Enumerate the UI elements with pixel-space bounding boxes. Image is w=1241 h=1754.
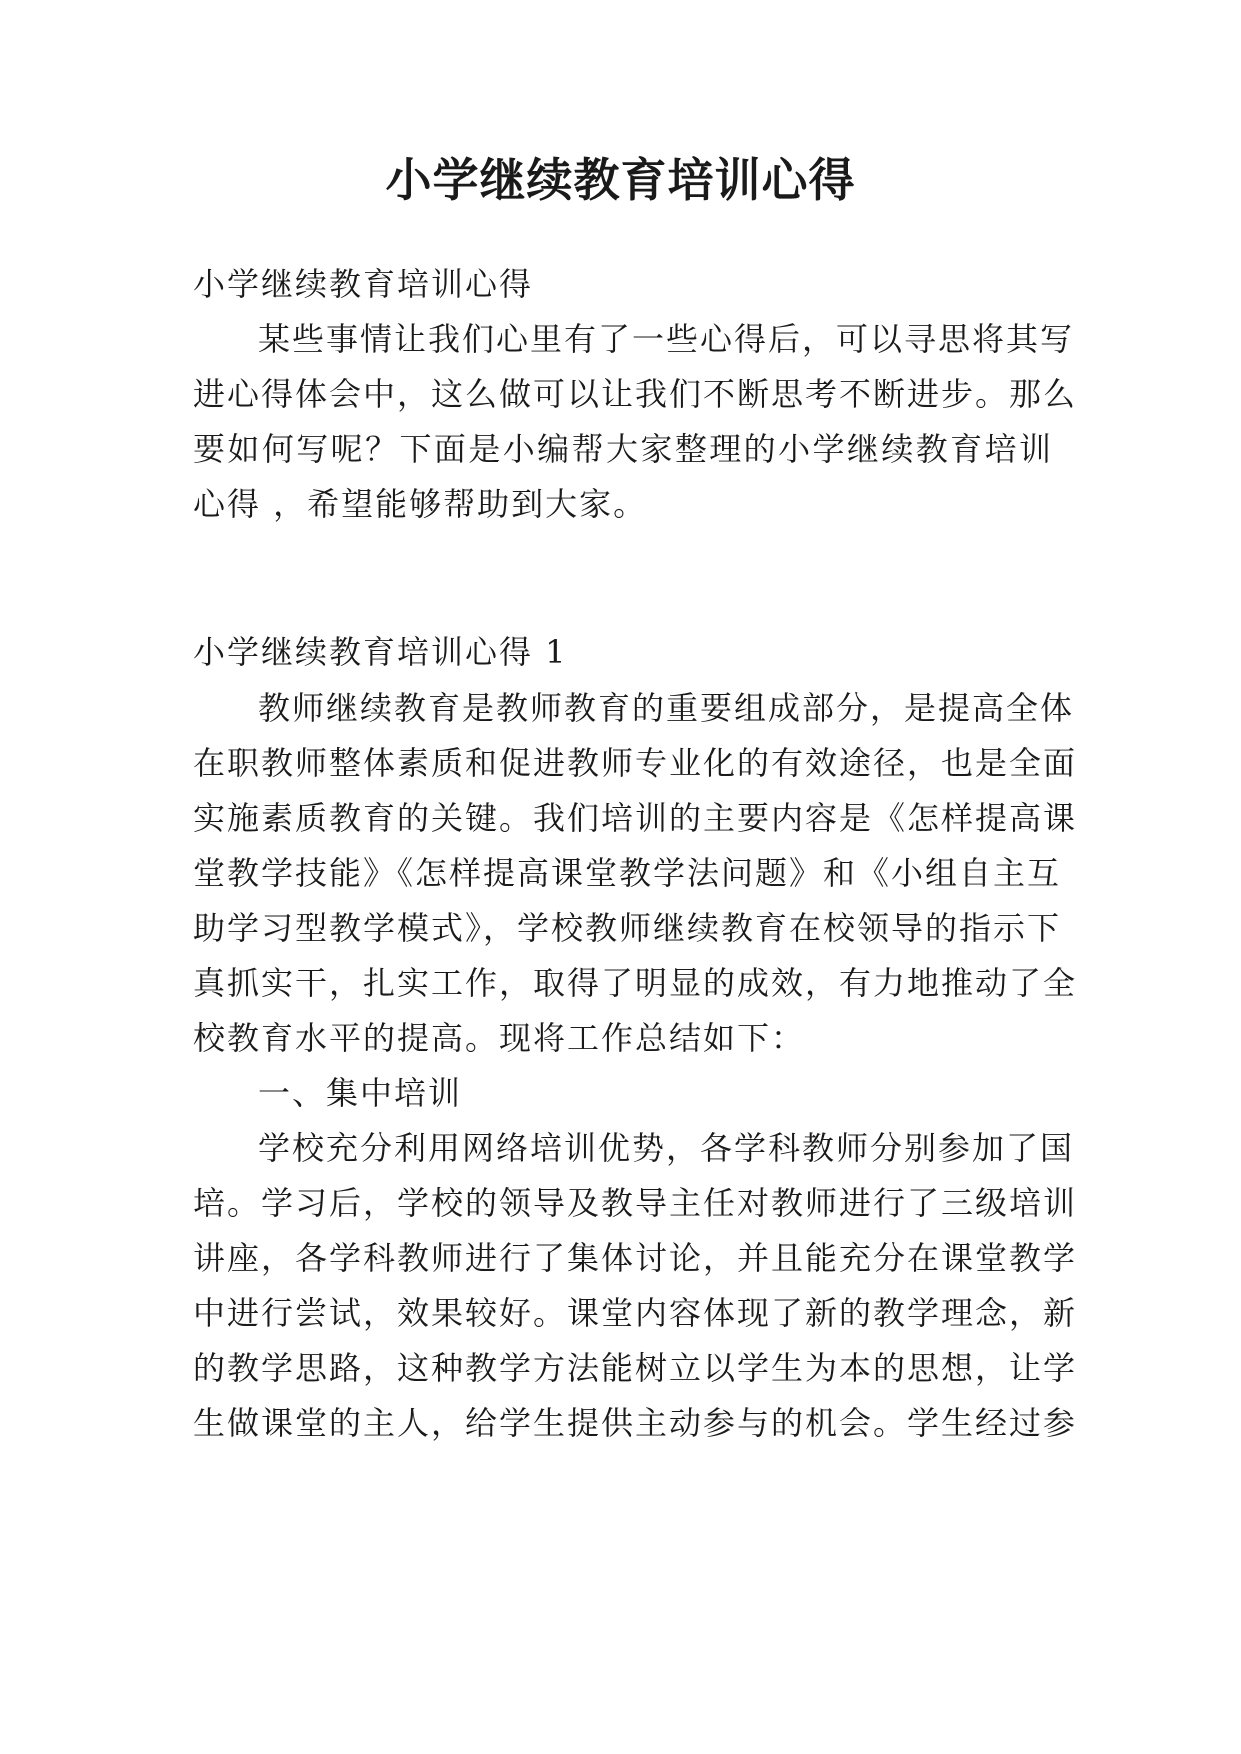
section1-para2-line-6: 生做课堂的主人，给学生提供主动参与的机会。学生经过参 [193,1404,1078,1442]
section1-para1-line-1: 教师继续教育是教师教育的重要组成部分，是提高全体 [258,689,1075,727]
document-title: 小学继续教育培训心得 [385,153,856,207]
intro-line-4: 心得 ，希望能够帮助到大家。 [193,485,648,523]
section1-para1-line-3: 实施素质教育的关键。我们培训的主要内容是《怎样提高课 [193,799,1078,837]
section1-subheading: 一、集中培训 [258,1074,463,1112]
intro-heading: 小学继续教育培训心得 [193,265,534,303]
intro-line-1: 某些事情让我们心里有了一些心得后，可以寻思将其写 [258,320,1075,358]
section1-para1-line-4: 堂教学技能》《怎样提高课堂教学法问题》和《小组自主互 [193,854,1062,892]
intro-line-3: 要如何写呢？下面是小编帮大家整理的小学继续教育培训 [193,430,1053,468]
intro-line-2: 进心得体会中，这么做可以让我们不断思考不断进步。那么 [193,375,1078,413]
section1-para1-line-2: 在职教师整体素质和促进教师专业化的有效途径，也是全面 [193,744,1078,782]
section1-para2-line-3: 讲座，各学科教师进行了集体讨论，并且能充分在课堂教学 [193,1239,1078,1277]
section1-para2-line-4: 中进行尝试，效果较好。课堂内容体现了新的教学理念，新 [193,1294,1078,1332]
section1-heading: 小学继续教育培训心得 1 [193,633,568,671]
section1-para2-line-5: 的教学思路，这种教学方法能树立以学生为本的思想，让学 [193,1349,1078,1387]
section1-para1-line-6: 真抓实干，扎实工作，取得了明显的成效，有力地推动了全 [193,964,1078,1002]
section1-para1-line-5: 助学习型教学模式》，学校教师继续教育在校领导的指示下 [193,909,1062,947]
section1-para2-line-1: 学校充分利用网络培训优势，各学科教师分别参加了国 [258,1129,1075,1167]
section1-para1-line-7: 校教育水平的提高。现将工作总结如下： [193,1019,806,1057]
section1-para2-line-2: 培。学习后，学校的领导及教导主任对教师进行了三级培训 [193,1184,1078,1222]
